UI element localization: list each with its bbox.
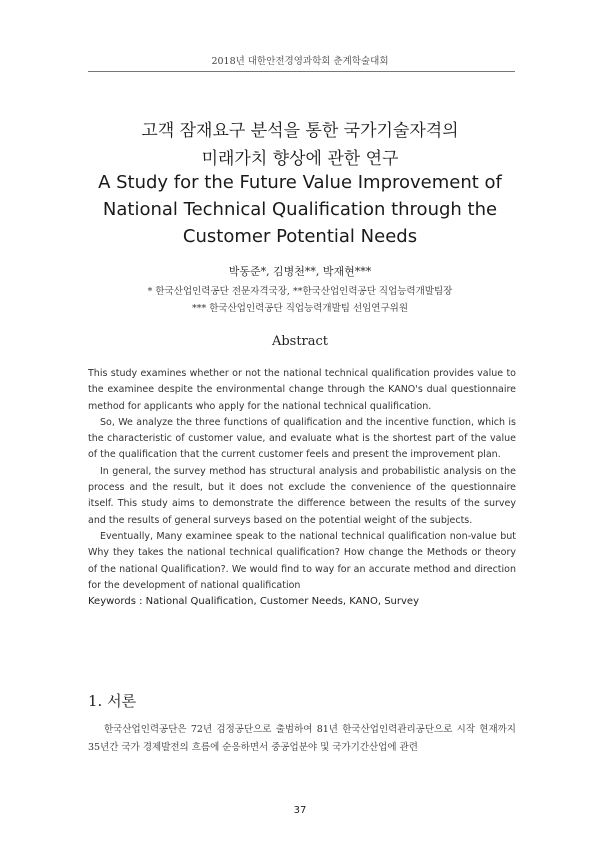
- title-korean-line2: 미래가치 향상에 관한 연구: [201, 149, 399, 169]
- abstract-paragraph-4: Eventually, Many examinee speak to the national technical qualification non-value but Why they takes the national technical qualification? How change the Methods or theory of the national Qualification?. We would find to way for an accurate method and direction for the development of national qualification: [88, 530, 516, 591]
- abstract-paragraph-1: This study examines whether or not the national technical qualification provides value to the examinee despite the environmental change through the KANO's dual questionnaire method for applicants who apply for the national technical qualification.: [88, 368, 516, 412]
- conference-header: 2018년 대한안전경영과학회 춘계학술대회: [211, 56, 389, 67]
- affiliation-line1: * 한국산업인력공단 전문자격국장, **한국산업인력공단 직업능력개발팀장: [147, 286, 453, 297]
- abstract-paragraph-3: In general, the survey method has structural analysis and probabilistic analysis on the process and the result, but it does not exclude the convenience of the questionnaire itself. This study aims to demonstrate the difference between the results of the survey and the results of general surveys based on the potential weight of the subjects.: [88, 465, 516, 526]
- introduction-body: [88, 721, 516, 757]
- affiliation-line2: *** 한국산업인력공단 직업능력개발팀 선임연구위원: [191, 303, 409, 314]
- keywords: Keywords : National Qualification, Customer Needs, KANO, Survey: [88, 596, 419, 608]
- title-korean-line1: 고객 잠재요구 분석을 통한 국가기술자격의: [141, 121, 459, 141]
- abstract-body: [88, 366, 516, 610]
- abstract-paragraph-2: So, We analyze the three functions of qualification and the incentive function, which is the characteristic of customer value, and evaluate what is the shortest part of the value of the qualification that the current customer feels and present the improvement plan.: [88, 416, 516, 461]
- authors: 박동준*, 김병천**, 박재현***: [228, 265, 372, 278]
- title-english: A Study for the Future Value Improvement of National Technical Qualification through the Customer Potential Needs: [98, 172, 502, 247]
- section-heading-introduction: 1. 서론: [88, 692, 137, 710]
- header-divider: [88, 71, 515, 72]
- abstract-heading: Abstract: [271, 334, 329, 349]
- page-number: 37: [293, 805, 307, 816]
- introduction-paragraph: 한국산업인력공단은 72년 검정공단으로 출범하여 81년 한국산업인력관리공단으로 시작 현재까지 35년간 국가 경제발전의 흐름에 순응하면서 중공업분야 및 국가기간산업에 관련: [88, 724, 516, 753]
